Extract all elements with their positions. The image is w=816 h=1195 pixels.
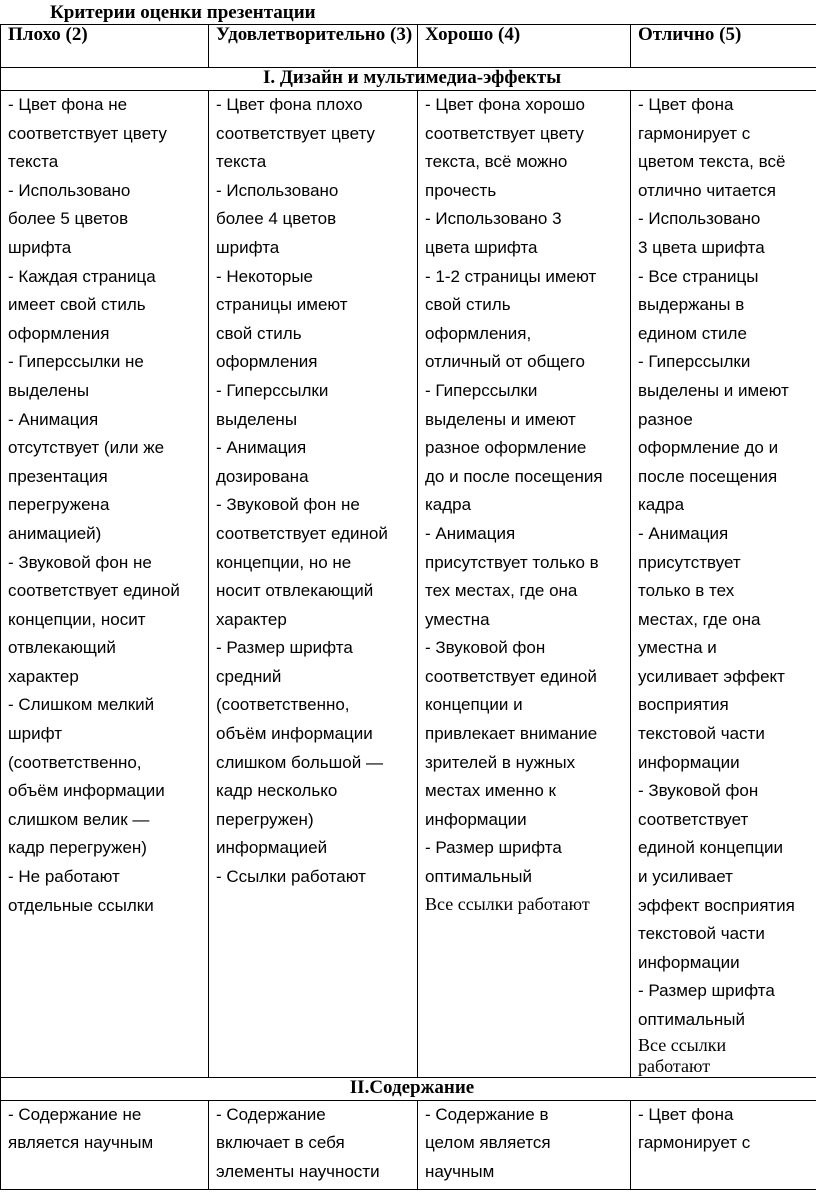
cell-line: шрифт [8,724,62,744]
cell-line: отлично читается [638,180,776,200]
cell-line: - Все страницы [638,266,759,286]
cell-line: - Гиперссылки [425,380,538,400]
cell-line: отличный от общего [425,352,585,372]
cell-line: - Содержание в [425,1104,549,1124]
cell-line: - Использовано [216,180,339,200]
cell-line: выдержаны в [638,295,745,315]
cell-line: кадра [425,495,472,515]
cell-line: свой стиль [425,295,511,315]
cell-line: дозирована [216,466,309,486]
cell-line: уместна и [638,638,717,658]
cell-design-satisfactory [209,91,418,1078]
cell-line: зрителей в нужных [425,752,576,772]
cell-line: местах, где она [638,609,761,629]
cell-line: единой концепции [638,838,783,858]
cell-line: презентация [8,466,108,486]
cell-line: отдельные ссылки [8,895,154,915]
cell-content-good [418,1100,631,1189]
document-title: Критерии оценки презентации [50,2,316,23]
cell-line: более 5 цветов [8,209,129,229]
cell-line: - Не работают [8,867,120,887]
cell-line: местах именно к [425,781,556,801]
cell-line: - Размер шрифта [638,981,775,1001]
cell-line: информации [425,809,527,829]
cell-line: разное оформление [425,438,587,458]
cell-line: - Звуковой фон не [8,552,152,572]
cell-line: оптимальный [638,1010,745,1029]
section-row [1,68,816,91]
cell-line: - Каждая страница [8,266,156,286]
table-row [1,1100,816,1189]
cell-line: восприятия [638,695,729,715]
cell-line: информации [638,752,740,772]
cell-line: текстовой части [638,724,765,744]
cell-line: соответствует цвету [425,123,584,143]
cell-line: - Анимация [8,409,99,429]
table-row [1,91,816,1078]
cell-line: шрифта [216,237,280,257]
cell-line: - Звуковой фон [425,638,546,658]
cell-line: - 1-2 страницы имеют [425,266,597,286]
cell-line: уместна [425,609,490,629]
cell-line: текстовой части [638,924,765,944]
cell-line: - Звуковой фон [638,781,759,801]
cell-line: концепции, носит [8,609,146,629]
cell-line: едином стиле [638,323,747,343]
cell-line: только в тех [638,581,735,601]
section-title-content: II.Содержание [1,1077,816,1100]
cell-line: - Некоторые [216,266,314,286]
cell-line: объём информации [8,781,165,801]
cell-line: - Ссылки работают [216,867,366,887]
cell-line: свой стиль [216,323,302,343]
cell-design-poor [1,91,209,1078]
cell-line: до и после посещения [425,466,603,486]
cell-design-excellent [631,91,816,1078]
cell-line: присутствует только в [425,552,599,572]
cell-content-poor [1,1100,209,1189]
cell-line: кадр несколько [216,781,338,801]
cell-line: - Слишком мелкий [8,695,155,715]
cell-line: характер [8,666,79,686]
cell-content-satisfactory [209,1100,418,1189]
cell-line: текста [216,152,267,172]
cell-line: - Цвет фона хорошо [425,95,585,114]
cell-line: соответствует единой [8,581,180,601]
header-row [1,25,816,68]
cell-line: соответствует [638,809,749,829]
cell-line: усиливает эффект [638,666,785,686]
cell-line: - Цвет фона не [8,95,128,114]
cell-line: выделены [8,380,90,400]
cell-line: шрифта [8,237,72,257]
cell-line: (соответственно, [216,695,350,715]
cell-line: разное [638,409,693,429]
criteria-table [0,24,816,1190]
cell-line: цветом текста, всё [638,152,786,172]
cell-line: после посещения [638,466,778,486]
cell-line: концепции и [425,695,523,715]
cell-line: - Анимация [638,523,729,543]
cell-line: слишком большой — [216,752,383,772]
cell-line-links: Все ссылки [638,1034,727,1055]
cell-line: соответствует цвету [216,123,375,143]
cell-line: концепции, но не [216,552,352,572]
cell-line: гармонирует с [638,1133,751,1153]
cell-line: перегружена [8,495,110,515]
header-poor: Плохо (2) [1,25,209,68]
cell-line: присутствует [638,552,741,572]
cell-line: оформления [8,323,110,343]
cell-line: кадра [638,495,685,515]
cell-line: - Размер шрифта [425,838,562,858]
cell-line: - Анимация [425,523,516,543]
cell-line: - Размер шрифта [216,638,353,658]
cell-line: характер [216,609,287,629]
section-title-design: I. Дизайн и мультимедиа-эффекты [1,68,816,91]
cell-line: - Содержание не [8,1104,142,1124]
cell-line: текста [8,152,59,172]
cell-line: информации [638,952,740,972]
cell-line: - Гиперссылки [216,380,329,400]
cell-line-links: работают [638,1055,711,1076]
cell-line: (соответственно, [8,752,142,772]
header-satisfactory: Удовлетворительно (3) [209,25,418,68]
cell-line: соответствует цвету [8,123,167,143]
cell-line: включает в себя [216,1133,345,1153]
cell-content-excellent [631,1100,816,1189]
cell-line: прочесть [425,180,497,200]
cell-line: оформления, [425,323,532,343]
cell-line: оформление до и [638,438,779,458]
cell-line: отвлекающий [8,638,116,658]
cell-line-links: Все ссылки работают [425,893,590,914]
cell-line: - Гиперссылки не [8,352,144,372]
cell-line: - Цвет фона плохо [216,95,363,114]
cell-line: страницы имеют [216,295,348,315]
cell-line: эффект восприятия [638,895,795,915]
cell-line: - Анимация [216,438,307,458]
cell-line: гармонирует с [638,123,751,143]
cell-line: имеет свой стиль [8,295,146,315]
cell-line: текста, всё можно [425,152,568,172]
cell-line: - Использовано [8,180,131,200]
cell-line: целом является [425,1133,551,1153]
cell-line: - Цвет фона [638,1104,734,1124]
cell-line: цвета шрифта [425,237,538,257]
cell-line: - Цвет фона [638,95,734,114]
cell-line: выделены [216,409,298,429]
cell-line: слишком велик — [8,809,150,829]
cell-design-good [418,91,631,1078]
cell-line: оптимальный [425,867,532,887]
cell-line: - Использовано 3 [425,209,562,229]
cell-line: 3 цвета шрифта [638,237,765,257]
cell-line: анимацией) [8,523,102,543]
cell-line: кадр перегружен) [8,838,147,858]
header-excellent: Отлично (5) [631,25,816,68]
cell-line: информацией [216,838,328,858]
cell-line: научным [425,1161,495,1181]
cell-line: - Гиперссылки [638,352,751,372]
cell-line: выделены и имеют [638,380,789,400]
cell-line: - Содержание [216,1104,326,1124]
cell-line: привлекает внимание [425,724,598,744]
cell-line: оформления [216,352,318,372]
cell-line: средний [216,666,282,686]
section-row [1,1077,816,1100]
cell-line: более 4 цветов [216,209,337,229]
cell-line: и усиливает [638,867,733,887]
cell-line: выделены и имеют [425,409,576,429]
cell-line: соответствует единой [425,666,597,686]
cell-line: соответствует единой [216,523,388,543]
cell-line: объём информации [216,724,373,744]
cell-line: элементы научности [216,1161,380,1181]
cell-line: носит отвлекающий [216,581,374,601]
cell-line: отсутствует (или же [8,438,165,458]
cell-line: тех местах, где она [425,581,578,601]
cell-line: является научным [8,1133,154,1153]
cell-line: - Использовано [638,209,761,229]
cell-line: - Звуковой фон не [216,495,360,515]
header-good: Хорошо (4) [418,25,631,68]
cell-line: перегружен) [216,809,314,829]
